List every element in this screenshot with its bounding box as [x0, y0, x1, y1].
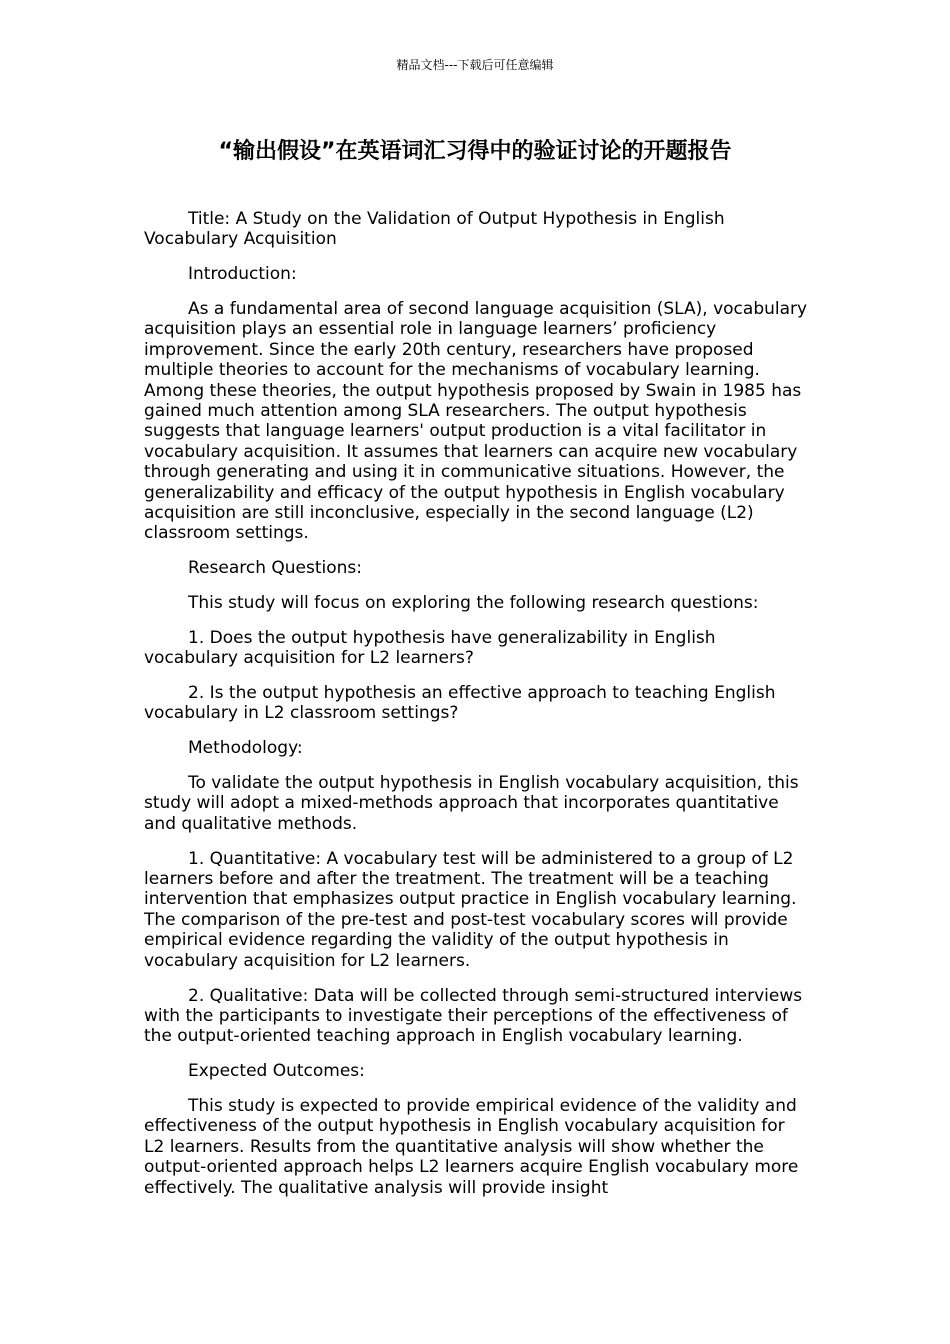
section-heading-research-questions: Research Questions: [188, 558, 363, 579]
methodology-paragraph: To validate the output hypothesis in English vocabulary acquisition, this study will adopt a mixed-methods approach that incorporates quantitative and qualitative methods. [144, 773, 799, 834]
research-questions-intro: This study will focus on exploring the following research questions: [188, 593, 759, 614]
research-question-1: 1. Does the output hypothesis have generalizability in English vocabulary acquisition for L2 learners? [144, 627, 716, 669]
section-heading-methodology: Methodology: [188, 738, 303, 759]
section-heading-introduction: Introduction: [188, 264, 297, 285]
title-line: Title: A Study on the Validation of Output Hypothesis in English Vocabulary Acquisition [144, 209, 725, 250]
methodology-qualitative: 2. Qualitative: Data will be collected through semi-structured interviews with the participants to investigate their perceptions of the effectiveness of the output-oriented teaching approach in English vocabulary learning. [144, 985, 803, 1047]
introduction-paragraph: As a fundamental area of second language acquisition (SLA), vocabulary acquisition plays an essential role in language learners’ proficiency improvement. Since the early 20th century, researchers have proposed multiple theories to account for the mechanisms of vocabulary learning. Among these theories, the output hypothesis proposed by Swain in 1985 has gained much attention among SLA researchers. The output hypothesis suggests that language learners' output production is a vital facilitator in vocabulary acquisition. It assumes that learners can acquire new vocabulary through generating and using it in communicative situations. However, the generalizability and efficacy of the output hypothesis in English vocabulary acquisition are still inconclusive, especially in the second language (L2) classroom settings. [144, 299, 808, 544]
document-title: “输出假设”在英语词汇习得中的验证讨论的开题报告 [218, 139, 732, 164]
research-question-2: 2. Is the output hypothesis an effective approach to teaching English vocabulary in L2 classroom settings? [144, 683, 776, 724]
section-heading-expected-outcomes: Expected Outcomes: [188, 1061, 365, 1082]
methodology-quantitative: 1. Quantitative: A vocabulary test will be administered to a group of L2 learners before and after the treatment. The treatment will be a teaching intervention that emphasizes output practice in English vocabulary learning. The comparison of the pre-test and post-test vocabulary scores will provide empirical evidence regarding the validity of the output hypothesis in vocabulary acquisition for L2 learners. [144, 848, 797, 971]
document-body [144, 209, 809, 1212]
page-header: 精品文档---下载后可任意编辑 [396, 58, 554, 72]
expected-outcomes-paragraph: This study is expected to provide empirical evidence of the validity and effectiveness of the output hypothesis in English vocabulary acquisition for L2 learners. Results from the quantitative analysis will show whether the output-oriented approach helps L2 learners acquire English vocabulary more effectively. The qualitative analysis will provide insight [144, 1095, 799, 1198]
